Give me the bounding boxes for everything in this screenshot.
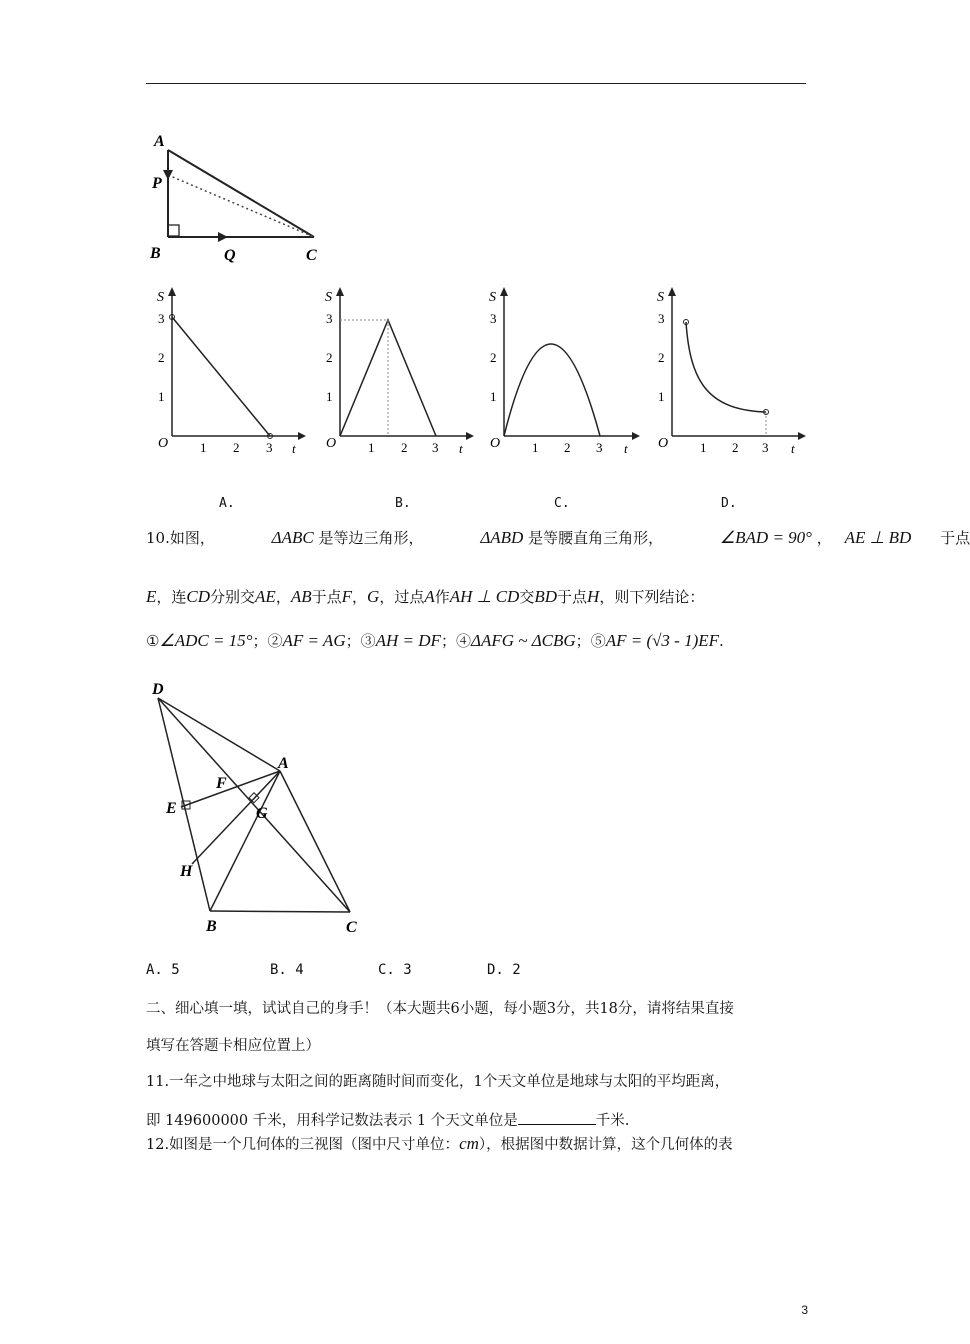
q10-figure	[146, 676, 376, 946]
y-arrow-icon	[168, 287, 176, 296]
section2-line1: 二、细心填一填，试试自己的身手！（本大题共6小题，每小题3分，共18分，请将结果直接	[146, 1001, 734, 1017]
svg-text:1: 1	[658, 389, 665, 404]
svg-text:1: 1	[158, 389, 165, 404]
svg-text:t: t	[791, 441, 795, 456]
graph-c-label: C.	[554, 496, 570, 511]
svg-text:3: 3	[432, 440, 439, 455]
q11-line1: 11.一年之中地球与太阳之间的距离随时间而变化，1个天文单位是地球与太阳的平均距离，	[146, 1074, 730, 1090]
svg-text:O: O	[158, 436, 169, 451]
label-b: B	[206, 918, 217, 935]
svg-text:t: t	[292, 441, 296, 456]
label-c: C	[306, 247, 317, 264]
svg-text:3: 3	[596, 440, 603, 455]
svg-text:1: 1	[326, 389, 333, 404]
svg-text:3: 3	[158, 311, 165, 326]
svg-text:S: S	[325, 290, 332, 305]
x-arrow-icon	[298, 432, 306, 440]
label-h: H	[180, 863, 193, 880]
q11-line2: 即 149600000 千米，用科学记数法表示 1 个天文单位是 千米.	[146, 1109, 629, 1130]
graph-b	[316, 282, 476, 462]
answer-blank[interactable]	[518, 1110, 596, 1125]
q10-line1: 10.如图， ΔABC 是等边三角形， ΔABD 是等腰直角三角形， ∠BAD = 90° ， AE ⊥ BD 于点	[146, 528, 970, 547]
label-a: A	[154, 133, 165, 150]
arrow-p-icon	[163, 170, 173, 180]
graph-a	[148, 282, 308, 462]
q12-line1: 12.如图是一个几何体的三视图（图中尺寸单位：cm），根据图中数据计算，这个几何体的表	[146, 1134, 733, 1153]
svg-text:O: O	[326, 436, 337, 451]
y-arrow-icon	[336, 287, 344, 296]
svg-text:1: 1	[200, 440, 207, 455]
svg-text:2: 2	[732, 440, 739, 455]
option-c: C. 3	[378, 962, 412, 978]
option-a: A. 5	[146, 962, 180, 978]
graph-curve	[504, 344, 600, 436]
y-arrow-icon	[668, 287, 676, 296]
svg-text:1: 1	[368, 440, 375, 455]
graph-a-label: A.	[219, 496, 235, 511]
graph-b-label: B.	[395, 496, 411, 511]
label-q: Q	[224, 247, 236, 264]
svg-text:O: O	[490, 436, 501, 451]
page-number: 3	[801, 1303, 808, 1317]
label-g: G	[256, 805, 268, 822]
label-c: C	[346, 919, 357, 936]
option-b: B. 4	[270, 962, 304, 978]
label-d: D	[152, 681, 164, 698]
option-d: D. 2	[487, 962, 521, 978]
graph-c	[482, 282, 642, 462]
svg-text:2: 2	[233, 440, 240, 455]
svg-text:3: 3	[326, 311, 333, 326]
svg-text:S: S	[157, 290, 164, 305]
graph-curve	[686, 322, 766, 412]
svg-text:O: O	[658, 436, 669, 451]
side-ac	[168, 150, 314, 237]
graph-d	[648, 282, 808, 462]
svg-text:3: 3	[658, 311, 665, 326]
x-arrow-icon	[798, 432, 806, 440]
svg-text:2: 2	[158, 350, 165, 365]
label-e: E	[166, 800, 177, 817]
svg-text:2: 2	[564, 440, 571, 455]
x-arrow-icon	[466, 432, 474, 440]
graph-curve	[172, 317, 270, 436]
y-arrow-icon	[500, 287, 508, 296]
svg-text:S: S	[657, 290, 664, 305]
dotted-pc	[168, 175, 314, 237]
svg-text:t: t	[624, 441, 628, 456]
header-rule	[146, 83, 806, 84]
x-arrow-icon	[632, 432, 640, 440]
svg-text:3: 3	[762, 440, 769, 455]
svg-text:2: 2	[658, 350, 665, 365]
right-angle-mark	[168, 225, 179, 236]
svg-text:1: 1	[532, 440, 539, 455]
label-a: A	[278, 755, 289, 772]
section2-line2: 填写在答题卡相应位置上）	[146, 1038, 320, 1054]
svg-text:t: t	[459, 441, 463, 456]
svg-text:S: S	[489, 290, 496, 305]
triangle-figure	[146, 120, 336, 270]
svg-text:3: 3	[266, 440, 273, 455]
svg-text:1: 1	[700, 440, 707, 455]
q10-line2: E，连CD分别交AE，AB于点F，G，过点A作AH ⊥ CD交BD于点H，则下列结论：	[146, 587, 705, 606]
svg-text:2: 2	[326, 350, 333, 365]
svg-text:2: 2	[401, 440, 408, 455]
q10-line3: ①∠ADC = 15°；②AF = AG；③AH = DF；④ΔAFG ~ ΔCBG；⑤AF = (√3 - 1)EF.	[146, 631, 724, 650]
label-f: F	[216, 775, 227, 792]
graph-d-label: D.	[721, 496, 737, 511]
svg-text:3: 3	[490, 311, 497, 326]
label-p: P	[152, 175, 162, 192]
arrow-q-icon	[218, 232, 228, 242]
label-b: B	[150, 245, 161, 262]
svg-text:1: 1	[490, 389, 497, 404]
svg-text:2: 2	[490, 350, 497, 365]
